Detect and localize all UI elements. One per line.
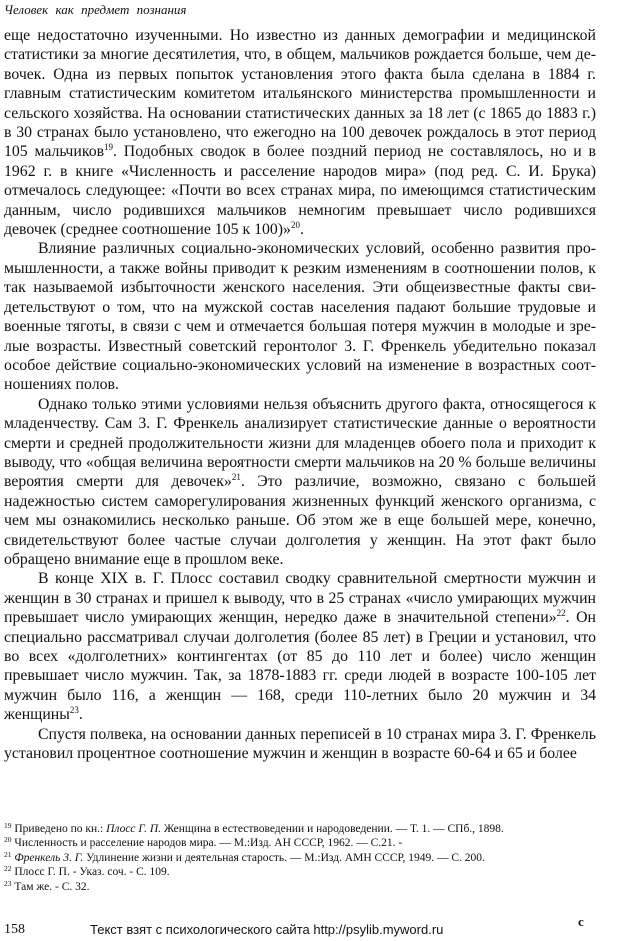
footnote	[4, 836, 604, 850]
page-number: 158	[4, 922, 25, 937]
running-header: Человек как предмет познания	[4, 2, 187, 17]
text-run: .	[78, 706, 83, 724]
text-run: . Он специально рассматривал случаи долголетия (более 85 лет) в Греции и установил, что во всех «долголетних» контингентах (от 85 до 110 лет и более) число женщин превышает число мужчин. Так, за 1878-1883 гг. среди людей в возрасте 100-105 лет мужчин было 116, а женщин — 168, среди 110-летних было 20 мужчин и 34 женщины	[4, 609, 596, 724]
footnote-number: 19	[4, 821, 12, 830]
footnote-ref: 21	[231, 472, 241, 483]
paragraph	[4, 725, 596, 764]
text-run: Численность и расселение народов мира. — М.:Изд. АН СССР, 1962. — С.21. -	[11, 837, 403, 850]
footnote-ref: 23	[69, 705, 79, 716]
text-run: Женщина в естествоведении и народоведении. — Т. 1. — СПб., 1898.	[161, 823, 504, 835]
footnote	[4, 851, 604, 865]
text-run: В конце XIX в. Г. Плосс составил сводку сравнительной смертности мужчин и женщин в 30 странах и пришел к выводу, что в 25 странах «число умирающих мужчин превышает число умирающих женщин, нередко даже в значительной степени»	[4, 570, 596, 627]
source-note: Текст взят с психологического сайта http://psylib.myword.ru	[90, 922, 444, 937]
footnote-number: 23	[4, 878, 12, 888]
text-run: Плосс Г. П. - Указ. соч. - С. 109.	[11, 866, 170, 879]
text-run: Однако только этими условиями нельзя объяснить другого факта, относящегося к младенчеству. Сам 3. Г. Френкель анализирует статистические данные о вероятности смерти и средней продолжительности жизни для младенцев обоего пола и приходит к выводу, что «общая величина вероятности смерти мальчиков на 20 % больше величины вероятия смерти для девочек»	[4, 395, 596, 491]
footnote-ref: 19	[104, 142, 114, 153]
footnote	[4, 865, 604, 879]
text-run: .	[299, 221, 304, 239]
corner-mark: с	[578, 914, 584, 929]
paragraph	[4, 395, 596, 570]
text-run: Приведено по кн.:	[11, 823, 107, 835]
text-run: Влияние различных социально-экономических условий, особенно развития промышленности, а также войны приводит к резким изменениям в соотношении полов, к так называемой избыточности женского населения. Эти общеизвестные факты свидетельствуют о том, что на мужской состав населения падают большие трудовые и военные тяготы, в связи с чем и отмечается большая потеря мужчин в молодые и зрелые возрасты. Известный советский геронтолог 3. Г. Френкель убедительно показал особое действие социально-экономических условий на изменение в возрастных соотношениях полов.	[4, 240, 596, 394]
text-run: Удлинение жизни и деятельная старость. — М.:Изд. АМН СССР, 1949. — С. 200.	[83, 851, 485, 864]
text-run: . Подобных сводок в более поздний период не составлялось, но и в 1962 г. в книге «Численность и расселение народов мира» (под ред. С. И. Брука) отмечалось следующее: «Почти во всех странах мира, по имеющимся статистическим данным, число родившихся мальчиков немногим превышает число родившихся девочек (среднее соотношение 105 к 100)»	[4, 143, 596, 239]
text-italic: Френкель 3. Г.	[14, 851, 84, 864]
footnote-ref: 20	[290, 220, 300, 231]
text-italic: Плосс Г. П.	[106, 823, 162, 835]
text-run: Спустя полвека, на основании данных переписей в 10 странах мира 3. Г. Френкель установил процентное соотношение мужчин и женщин в возрасте 60-64 и 65 и более	[4, 725, 596, 763]
footnote-number: 20	[4, 835, 12, 845]
footnote-number: 21	[4, 849, 12, 859]
footnotes	[4, 822, 604, 894]
text-run: Там же. - С. 32.	[11, 880, 90, 893]
paragraph	[4, 26, 596, 239]
paragraph	[4, 239, 596, 394]
text-run: . Это различие, возможно, связано с большей надежностью систем саморегулирования жизненных функций женского организма, с чем мы ознакомились несколько раньше. Об этом же в еще большей мере, конечно, свидетельствуют более частые случаи долголетия у женщин. На этот факт было обращено внимание еще в прошлом веке.	[4, 473, 596, 568]
text-run: еще недостаточно изученными. Но известно из данных демографии и медицинской статистики за многие десятилетия, что, в общем, мальчиков рождается больше, чем девочек. Одна из первых попыток установления этого факта была сделана в 1884 г. главным статистическим комитетом итальянского министерства промышленности и сельского хозяйства. На основании статистических данных за 18 лет (с 1865 до 1883 г.) в 30 странах было установлено, что ежегодно на 100 девочек рождалось в этот период 105 мальчиков	[4, 27, 596, 161]
paragraph	[4, 569, 596, 724]
main-text	[4, 26, 596, 763]
footnote	[4, 880, 604, 894]
footnote-number: 22	[4, 864, 12, 874]
footnote-ref: 22	[556, 608, 566, 619]
footnote	[4, 822, 604, 836]
